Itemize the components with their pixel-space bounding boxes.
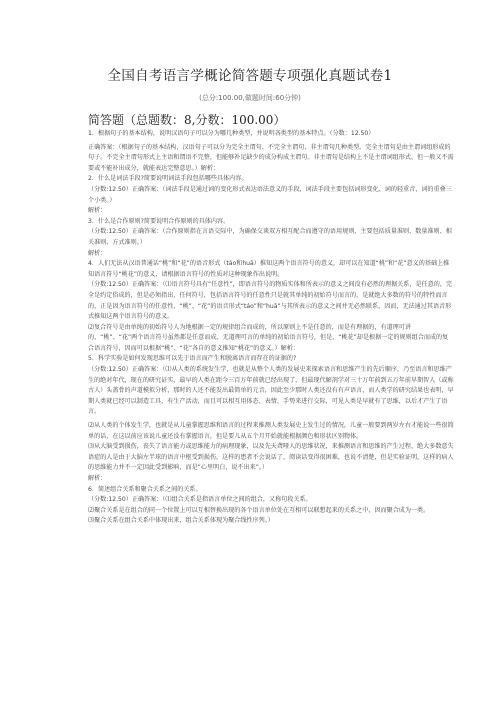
question-5: 5．科学实验是如何发现思维可以先于语言而产生和脱离语言而存在的证据的?: [88, 355, 297, 363]
answer-5-part-1: （分数:12.50）正确答案：（⑴从人类的系统发生学，也就是从整个人类的发展史来探索语言和思维产生的先后顺序，乃至语言和思维产生的绝对年代，现在的研究证实，最早的人类在距今三百万年前就已经出现了，但最现代解剖学对三十万年前到五万年前早期智人（或称古人）头盖骨的声道模拟分析，那时的人还不能发出最简单的元音，因此至少那时人类还没有有声语言，而人类学的研究结果也表明，早期人类就已经可以制造工具，有生产活动，而且可以相互用体态、表情、手势来进行交际，可见人类是早就有了思维，以后才产生了语言。: [88, 366, 454, 416]
answer-3: （分数:12.50）正确答案：（合作原则指在言语交际中，为确保交谈双方相互配合而遵守的语用规则，主要包括质量准则、数量准则、相关准则、方式准则。）: [88, 228, 452, 246]
analysis-5: 解析：: [88, 475, 107, 482]
answer-5-part-2: ⑵从人类的个体发生学，也就是从儿童掌握思维和语言的过程来推测人类发展史上发生过的情况，儿童一般要到两岁左右才能说一些很简单的话，在这以前应该说儿童还没有掌握语言，但是要儿从五个月开始就能根据颜色和形状区别物体。: [88, 422, 454, 440]
question-2: 2．什么是词法手段?简要说明词法手段包括哪些具体内容。: [88, 175, 248, 183]
question-1: 1．根据句子的基本结构，说明汉语句子可以分为哪几种类型，并说明各类型的基本特点。（分数：12.50）: [88, 130, 375, 137]
document-body: [88, 129, 454, 527]
answer-4-part-1: （分数:12.50）正确答案：（⑴语言符号具有“任意性”，即语言符号的物质实体和所表示的意义之间没有必然的理据关系，是任意的，完全是约定俗成的，但是必须指出，任何符号，包括语言符号的任意性只是就其单纯的初始符号而言的，是就绝大多数的符号的特性而言的，正是因为语言符号的任意性，“桃”、“花”的语音形式“táo”和“huā”与其所表示的意义之间并无必然联系，因而，无法通过其语音形式推知这两个语言符号的意义。: [88, 281, 453, 321]
question-3: 3．什么是合作原则?简要说明合作原则的具体内容。: [88, 217, 230, 225]
answer-4-part-2: ⑵复合符号是由单纯的初始符号人为地根据一定的规律组合而成的，所以原则上不是任意的，而是有理据的，有道理可讲的，“桃”、“花”两个语言符号虽然都是任意而成、无道理可言的单纯的初始语言符号，但是，“桃花”却是根据一定的规则组合而成的复合语言符号，因而可以根据“桃”、“花”各自的意义推知“桃花”的意义。）解析：: [88, 323, 449, 352]
question-4: 4．人们无法从汉语普通话“桃”和“花”的语音形式（táo和huā）推知这两个语言符号的意义，却可以在知道“桃”和“花”意义的基础上推知语言符号“桃花”的意义，请根据语言符号的性质对这种现象作出说明。: [88, 260, 450, 278]
answer-6-part-2: ⑵聚合关系是在组合的同一个位置上可以互相替换出现的各个语言单位处在互相可以联想起来的关系之中，因而聚合成为一类。: [88, 506, 430, 514]
question-6: 6．简述组合关系和聚合关系之间的关系。: [88, 485, 202, 493]
document-title: 全国自考语言学概论简答题专项强化真题试卷1: [107, 68, 393, 84]
answer-1: 正确答案：（根据句子的基本结构，汉语句子可以分为完全主谓句、不完全主谓句、非主谓句几种类型。完全主谓句是由主谓词组形成的句子。不完全主谓句形式上主语和谓语不完整，但能够补足缺少的成分构成主谓句。非主谓句是结构上不是主谓词组形式，但一般又不需要或不能补出成分，就能表达完整意思。）解析：: [88, 143, 454, 172]
analysis-2: 解析：: [88, 207, 107, 215]
answer-5-part-3: ⑶从大脑受到损伤，丧失了语言能力或思维能力的病理现象，以及先天聋哑人的思维状况，来推测语言和思维的产生过程，绝大多数意失语症的人是由于大脑左半球的语言中枢受到损伤，这样的患者不会说话了，阅读话变得很困难，也说不清楚，但是实验证明，这样的病人的思维能力并不一定因此受到影响，而是“心里明白，说不出来”。）: [88, 443, 454, 472]
analysis-3: 解析：: [88, 249, 107, 257]
answer-6-part-3: ⑶聚合关系在组合关系中体现出来，组合关系体现为聚合线性序列。）: [88, 517, 274, 525]
answer-6-part-1: （分数:12.50）正确答案：（⑴组合关系是指语言单位之间的组合，又称句段关系。: [88, 496, 312, 504]
document-subtitle: (总分:100.00,做题时间:60分钟): [199, 94, 301, 102]
answer-2: （分数:12.50）正确答案：（词法手段是通过词的变化形式表达语法意义的手段，词法手段主要包括词形变化、词的轻重音、词的重叠三个小类。）: [88, 185, 452, 204]
section-heading: 简答题（总题数：8,分数：100.00）: [88, 113, 286, 127]
